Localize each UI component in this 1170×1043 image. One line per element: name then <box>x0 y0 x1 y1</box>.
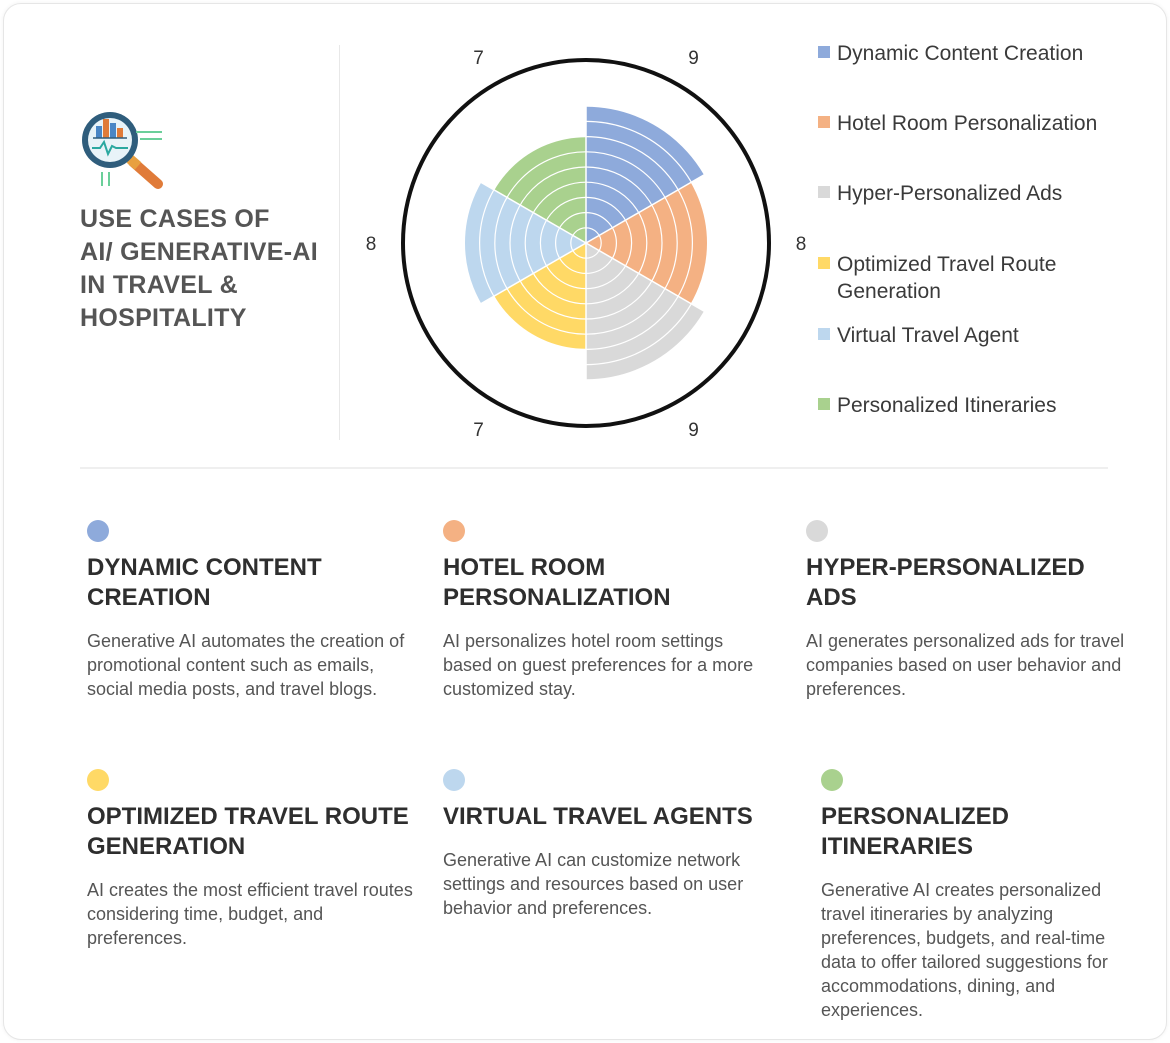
chart-legend <box>818 40 1148 430</box>
legend-label: Optimized Travel Route Generation <box>837 253 1057 303</box>
page-title <box>80 203 340 335</box>
legend-label: Dynamic Content Creation <box>837 42 1084 65</box>
title-line-4: HOSPITALITY <box>80 304 247 332</box>
legend-item-hyper-ads <box>818 180 1107 207</box>
legend-item-travel-route <box>818 251 1107 305</box>
legend-label: Personalized Itineraries <box>837 394 1057 417</box>
value-label-4: 7 <box>473 420 484 442</box>
value-label-6: 7 <box>473 47 484 69</box>
color-dot <box>87 769 109 791</box>
use-case-desc: AI creates the most efficient travel routes considering time, budget, and preferences. <box>87 880 413 948</box>
polar-area-chart <box>360 40 810 450</box>
legend-swatch <box>818 46 830 58</box>
legend-item-dynamic-content <box>818 40 1107 67</box>
analytics-magnifier-icon <box>78 110 168 190</box>
legend-swatch <box>818 257 830 269</box>
value-label-5: 8 <box>365 234 377 255</box>
legend-item-hotel-room <box>818 110 1107 137</box>
color-dot <box>87 520 109 542</box>
use-case-title: PERSONALIZED ITINERARIES <box>821 803 1010 860</box>
use-case-title: HYPER-PERSONALIZED ADS <box>806 554 1085 611</box>
use-case-desc: AI personalizes hotel room settings based on guest preferences for a more customized stay. <box>443 631 754 699</box>
color-dot <box>443 769 465 791</box>
value-label-1: 9 <box>688 47 699 69</box>
value-label-3: 9 <box>688 420 699 442</box>
use-case-title: OPTIMIZED TRAVEL ROUTE GENERATION <box>87 803 409 860</box>
value-label-2: 8 <box>795 234 807 255</box>
use-case-title: DYNAMIC CONTENT CREATION <box>87 554 322 611</box>
legend-swatch <box>818 116 830 128</box>
legend-swatch <box>818 398 830 410</box>
legend-item-virtual-agent <box>818 322 1107 349</box>
use-case-desc: Generative AI can customize network settings and resources based on user behavior and preferences. <box>443 850 744 918</box>
use-case-hotel-room <box>443 520 773 701</box>
use-case-hyper-ads <box>806 520 1136 701</box>
use-case-desc: Generative AI automates the creation of promotional content such as emails, social media posts, and travel blogs. <box>87 631 405 699</box>
use-case-travel-route <box>87 769 417 950</box>
title-line-2: AI/ GENERATIVE-AI <box>80 238 318 266</box>
use-case-itineraries <box>821 769 1141 1022</box>
use-case-desc: Generative AI creates personalized travel itineraries by analyzing preferences, budgets, and real-time data to offer tailored suggestions for accommodations, dining, and experiences. <box>821 880 1108 1020</box>
legend-swatch <box>818 186 830 198</box>
color-dot <box>821 769 843 791</box>
legend-label: Hotel Room Personalization <box>837 112 1098 135</box>
use-case-desc: AI generates personalized ads for travel companies based on user behavior and preferences. <box>806 631 1125 699</box>
color-dot <box>443 520 465 542</box>
use-case-virtual-agents <box>443 769 773 920</box>
use-case-dynamic-content <box>87 520 417 701</box>
color-dot <box>806 520 828 542</box>
horizontal-divider <box>80 467 1108 469</box>
use-case-title: VIRTUAL TRAVEL AGENTS <box>443 803 753 830</box>
legend-swatch <box>818 328 830 340</box>
title-line-3: IN TRAVEL & <box>80 271 238 299</box>
legend-label: Virtual Travel Agent <box>837 324 1019 347</box>
legend-label: Hyper-Personalized Ads <box>837 182 1063 205</box>
legend-item-itineraries <box>818 392 1107 419</box>
use-case-title: HOTEL ROOM PERSONALIZATION <box>443 554 671 611</box>
title-line-1: USE CASES OF <box>80 205 270 233</box>
